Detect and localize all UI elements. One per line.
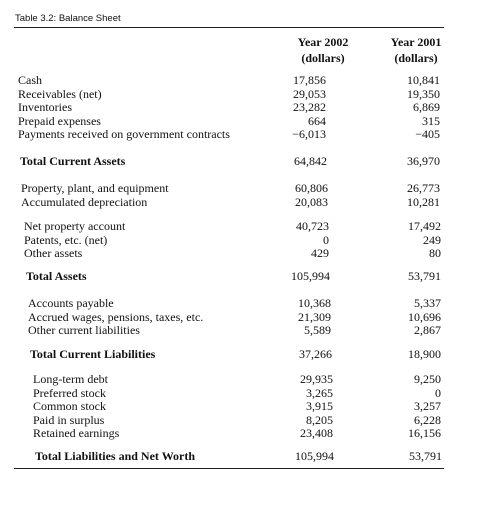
value-2001: 10,841	[407, 73, 440, 87]
table-row	[0, 220, 487, 234]
value-2001: 6,869	[413, 100, 440, 114]
value-2002: 20,083	[295, 194, 328, 209]
row-group	[0, 220, 487, 261]
table-top-rule	[14, 27, 444, 28]
value-2002: 64,842	[294, 154, 327, 168]
value-2001: 36,970	[407, 154, 440, 168]
table-row	[0, 297, 487, 311]
column-header-2002	[283, 34, 363, 66]
row-label: Property, plant, and equipment	[21, 181, 169, 195]
row-group	[0, 348, 487, 362]
column-header-2001	[376, 34, 456, 66]
table-row	[0, 196, 487, 210]
value-2002: 29,053	[293, 86, 326, 101]
table-row	[0, 324, 487, 338]
value-2001: 315	[422, 113, 440, 128]
value-2001: 53,791	[409, 449, 442, 463]
row-label: Long-term debt	[33, 372, 108, 386]
value-2001: 80	[429, 246, 441, 260]
row-group	[0, 373, 487, 441]
column-header-2002-title: Year 2002	[297, 35, 349, 49]
value-2002: 29,935	[300, 372, 333, 386]
value-2002: 40,723	[296, 219, 329, 233]
row-label: Receivables (net)	[18, 86, 102, 101]
row-label: Patents, etc. (net)	[24, 232, 108, 247]
value-2002: 664	[308, 113, 326, 128]
total-row	[0, 270, 487, 284]
total-row	[0, 450, 487, 464]
row-label: Accumulated depreciation	[21, 194, 148, 209]
table-row	[0, 128, 487, 142]
table-bottom-rule	[14, 468, 444, 469]
row-label: Net property account	[24, 219, 126, 233]
value-2002: 23,282	[293, 100, 326, 114]
row-label: Accounts payable	[28, 296, 114, 310]
value-2002: 429	[311, 246, 329, 260]
value-2002: 23,408	[300, 426, 333, 440]
value-2001: 0	[435, 385, 441, 400]
row-label: Total Liabilities and Net Worth	[35, 449, 196, 463]
row-label: Cash	[18, 73, 42, 87]
total-row	[0, 155, 487, 169]
row-group	[0, 74, 487, 142]
row-label: Total Current Assets	[20, 154, 126, 168]
value-2002: 105,994	[295, 449, 334, 463]
value-2001: 53,791	[408, 269, 441, 283]
table-row	[0, 234, 487, 248]
column-header-2001-unit: (dollars)	[394, 51, 438, 65]
value-2002: 10,368	[298, 296, 331, 310]
row-group	[0, 270, 487, 284]
value-2001: 6,228	[414, 412, 441, 427]
row-label: Common stock	[33, 399, 107, 413]
row-group	[0, 450, 487, 464]
value-2002: 17,856	[293, 73, 326, 87]
value-2002: 21,309	[298, 309, 331, 324]
table-caption: Table 3.2: Balance Sheet	[15, 13, 121, 24]
row-label: Other current liabilities	[28, 323, 140, 337]
table-row	[0, 387, 487, 401]
value-2001: 26,773	[407, 181, 440, 195]
value-2002: 60,806	[295, 181, 328, 195]
value-2001: 19,350	[407, 86, 440, 101]
value-2001: −405	[415, 127, 440, 141]
value-2002: 3,265	[306, 385, 333, 400]
value-2001: 16,156	[408, 426, 441, 440]
row-group	[0, 182, 487, 209]
value-2001: 3,257	[414, 399, 441, 413]
table-row	[0, 101, 487, 115]
row-label: Prepaid expenses	[18, 113, 101, 128]
value-2001: 249	[423, 232, 441, 247]
row-label: Payments received on government contracts	[18, 127, 230, 141]
value-2002: 3,915	[306, 399, 333, 413]
row-label: Total Assets	[26, 269, 87, 283]
row-label: Inventories	[18, 100, 72, 114]
table-row	[0, 247, 487, 261]
row-label: Preferred stock	[33, 385, 106, 400]
table-row	[0, 115, 487, 129]
value-2002: 8,205	[306, 412, 333, 427]
table-row	[0, 414, 487, 428]
row-group	[0, 155, 487, 169]
value-2001: 5,337	[414, 296, 441, 310]
row-group	[0, 297, 487, 338]
value-2001: 17,492	[408, 219, 441, 233]
table-row	[0, 182, 487, 196]
table-row	[0, 427, 487, 441]
row-label: Accrued wages, pensions, taxes, etc.	[28, 309, 204, 324]
value-2002: 37,266	[299, 347, 332, 361]
table-row	[0, 311, 487, 325]
row-label: Paid in surplus	[33, 412, 105, 427]
column-header-2001-title: Year 2001	[390, 35, 442, 49]
table-row	[0, 74, 487, 88]
value-2002: 105,994	[291, 269, 330, 283]
value-2001: 10,281	[407, 194, 440, 209]
value-2001: 9,250	[414, 372, 441, 386]
value-2002: 0	[323, 232, 329, 247]
table-row	[0, 400, 487, 414]
value-2001: 2,867	[414, 323, 441, 337]
value-2001: 10,696	[408, 309, 441, 324]
row-label: Other assets	[24, 246, 83, 260]
table-row	[0, 373, 487, 387]
total-row	[0, 348, 487, 362]
value-2002: 5,589	[304, 323, 331, 337]
column-header-2002-unit: (dollars)	[301, 51, 345, 65]
table-row	[0, 88, 487, 102]
value-2002: −6,013	[292, 127, 326, 141]
value-2001: 18,900	[408, 347, 441, 361]
row-label: Retained earnings	[33, 426, 120, 440]
row-label: Total Current Liabilities	[30, 347, 156, 361]
